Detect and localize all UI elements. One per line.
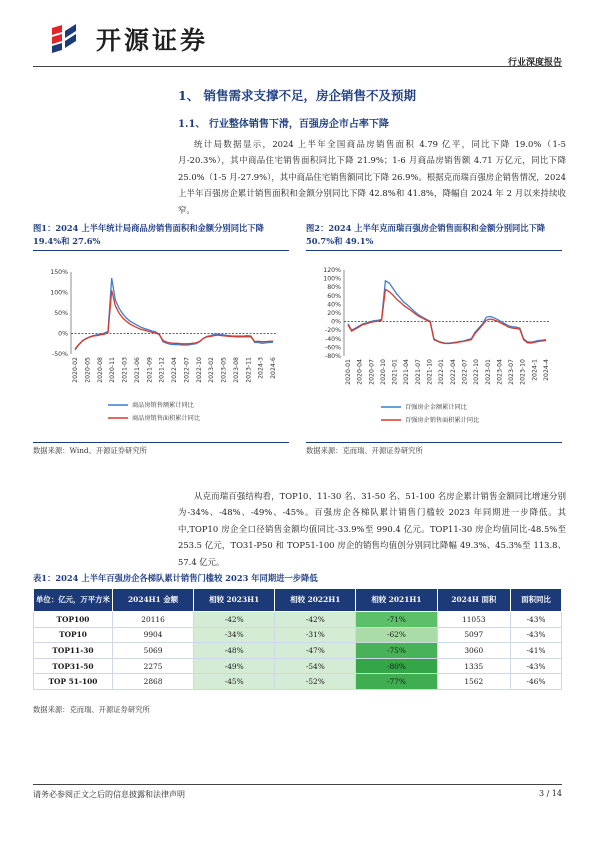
table-row (34, 643, 562, 659)
figure-1-title: 图1：2024 上半年统计局商品房销售面积和金额分别同比下降 19.4%和 27.6% (33, 223, 264, 246)
table-cell: -54% (275, 658, 356, 674)
table-header-3: 相较 2022H1 (275, 589, 356, 612)
figure-2-bottom-rule (306, 442, 562, 443)
x-tick-label: 2021-01 (391, 359, 399, 385)
y-tick-label: 100% (50, 289, 68, 297)
series-line-0 (75, 278, 273, 350)
table-cell: -77% (356, 674, 437, 690)
x-tick-label: 2021-03 (121, 357, 129, 383)
table-row (34, 674, 562, 690)
x-tick-label: 2024-3 (257, 357, 265, 379)
x-tick-label: 2022-10 (473, 359, 481, 385)
x-tick-label: 2021-06 (133, 357, 141, 383)
x-tick-label: 2022-01 (438, 359, 446, 385)
paragraph-text: 从克而瑞百强结构看，TOP10、11-30 名、31-50 名、51-100 名房企累计销售金额同比增速分别为-34%、-48%、-49%、-45%。百强房企各梯队累计销售门槛较 2023 年同期进一步降低。其中,TOP10 房企全口径销售金额均值同比-33.9%至 990.4 亿元。TOP11-30 房企均值同比-48.5%至 253.5 亿元，TO31-P50 和 TOP51-100 房企的销售均值创分别同比降幅 49.3%、45.3%至 113.8、57.4 亿元。 (178, 491, 566, 567)
x-tick-label: 2024-4 (543, 359, 550, 381)
chart-1 (33, 262, 289, 440)
x-tick-label: 2024-1 (531, 359, 539, 381)
table-cell: TOP31-50 (34, 658, 113, 674)
table-cell: 20116 (113, 612, 194, 628)
table-cell: 9904 (113, 627, 194, 643)
y-tick-label: -20% (325, 327, 341, 335)
y-tick-label: 60% (327, 292, 341, 300)
table-header-4: 相较 2021H1 (356, 589, 437, 612)
footer-divider (33, 784, 562, 785)
chart-2 (306, 262, 562, 440)
table-header-5: 2024H 面积 (437, 589, 511, 612)
section-heading: 1、 销售需求支撑不足，房企销售不及预期 (178, 88, 417, 103)
series-line-1 (75, 290, 273, 349)
figure-2-title: 图2：2024 上半年克而瑞百强房企销售面积和金额分别同比下降 50.7%和 49.1% (306, 223, 546, 246)
table-cell: -48% (194, 643, 275, 659)
x-tick-label: 2020-05 (84, 357, 92, 383)
legend-label: 商品房销售面积累计同比 (132, 415, 201, 422)
x-tick-label: 2020-07 (368, 359, 376, 385)
y-tick-label: 20% (327, 310, 341, 317)
x-tick-label: 2023-11 (245, 357, 253, 383)
x-tick-label: 2021-12 (158, 357, 166, 383)
table-cell: TOP11-30 (34, 643, 113, 659)
figure-2-rule (306, 250, 562, 251)
table-cell: -71% (356, 612, 437, 628)
x-tick-label: 2023-02 (208, 357, 216, 383)
table-cell: -43% (511, 612, 562, 628)
table-cell: -43% (511, 658, 562, 674)
table-header-1: 2024H1 金额 (113, 589, 194, 612)
y-tick-label: 0% (331, 318, 341, 326)
x-tick-label: 2020-11 (109, 357, 117, 383)
table-cell: -80% (356, 658, 437, 674)
x-tick-label: 2022-07 (183, 357, 191, 383)
y-tick-label: 120% (323, 267, 341, 274)
legend-label: 百强房企金额累计同比 (405, 404, 467, 411)
x-tick-label: 2023-07 (508, 359, 516, 385)
body-paragraph-1 (178, 136, 566, 218)
table-cell: -47% (275, 643, 356, 659)
x-tick-label: 2020-04 (356, 359, 364, 385)
table-1-caption (33, 572, 562, 585)
table-cell: -34% (194, 627, 275, 643)
x-tick-label: 2021-10 (426, 359, 434, 385)
table-1-source: 数据来源：克而瑞、开源证券研究所 (33, 705, 150, 714)
logo-mark-icon (48, 22, 88, 56)
table-cell: TOP100 (34, 612, 113, 628)
table-cell: -43% (511, 627, 562, 643)
body-paragraph-2 (178, 488, 566, 570)
y-tick-label: 150% (50, 269, 68, 276)
table-cell: 2275 (113, 658, 194, 674)
legend-label: 百强房企销售面积累计同比 (405, 417, 480, 424)
figure-1-source: 数据来源：Wind、开源证券研究所 (33, 446, 147, 455)
page-number: 3 / 14 (538, 789, 562, 798)
header-divider (33, 66, 562, 67)
table-cell: TOP10 (34, 627, 113, 643)
y-tick-label: -60% (325, 344, 341, 352)
table-cell: -49% (194, 658, 275, 674)
legend-label: 商品房销售额累计同比 (132, 402, 194, 409)
data-table (33, 588, 562, 690)
x-tick-label: 2023-01 (484, 359, 492, 385)
table-cell: -52% (275, 674, 356, 690)
figure-1 (33, 222, 289, 251)
figure-1-rule (33, 250, 289, 251)
table-cell: 11053 (437, 612, 511, 628)
y-tick-label: -80% (325, 353, 341, 360)
footer-disclaimer: 请务必参阅正文之后的信息披露和法律声明 (33, 790, 185, 799)
table-row (34, 612, 562, 628)
y-tick-label: 80% (327, 284, 341, 292)
y-tick-label: 100% (323, 275, 341, 283)
figure-1-bottom-rule (33, 442, 289, 443)
table-row (34, 658, 562, 674)
table-cell: 5097 (437, 627, 511, 643)
table-cell: -31% (275, 627, 356, 643)
table-cell: 1562 (437, 674, 511, 690)
y-tick-label: 0% (58, 330, 68, 338)
y-tick-label: 40% (327, 301, 341, 309)
series-line-1 (348, 289, 546, 343)
y-tick-label: -40% (325, 335, 341, 343)
table-header-6: 面积同比 (511, 589, 562, 612)
x-tick-label: 2021-07 (414, 359, 422, 385)
table-row (34, 627, 562, 643)
y-tick-label: 50% (54, 310, 68, 317)
table-header-0: 单位：亿元，万平方米 (34, 589, 113, 612)
x-tick-label: 2021-09 (146, 357, 154, 383)
x-tick-label: 2020-02 (72, 357, 79, 383)
report-type: 行业深度报告 (507, 58, 562, 68)
table-cell: -42% (194, 612, 275, 628)
x-tick-label: 2023-10 (519, 359, 527, 385)
table-cell: TOP 51-100 (34, 674, 113, 690)
x-tick-label: 2020-01 (345, 359, 352, 385)
x-tick-label: 2023-05 (220, 357, 228, 383)
paragraph-text: 统计局数据显示，2024 上半年全国商品房销售面积 4.79 亿平，同比下降 19.0%（1-5 月-20.3%），其中商品住宅销售面积同比下降 21.9%；1-6 月商品房销售额 4.71 万亿元，同比下降 25.0%（1-5 月-27.9%），其中商品住宅销售额同比下降 26.9%。根据克而瑞百强房企销售情况，2024 上半年百强房企累计销售面积和金额分别同比下降 42.8%和 41.8%，降幅自 2024 年 2 月以来持续收窄。 (178, 139, 566, 215)
series-line-0 (348, 281, 546, 343)
x-tick-label: 2022-10 (195, 357, 203, 383)
x-tick-label: 2022-04 (449, 359, 457, 385)
x-tick-label: 2020-10 (379, 359, 387, 385)
table-cell: -62% (356, 627, 437, 643)
table-header-row (34, 589, 562, 612)
figure-2-source: 数据来源：克而瑞、开源证券研究所 (306, 446, 423, 455)
table-cell: -45% (194, 674, 275, 690)
table-cell: 3060 (437, 643, 511, 659)
table-cell: 5069 (113, 643, 194, 659)
table-cell: 2868 (113, 674, 194, 690)
figure-2 (306, 222, 562, 251)
table-cell: 1335 (437, 658, 511, 674)
table-cell: -75% (356, 643, 437, 659)
table-cell: -42% (275, 612, 356, 628)
table-1-title: 表1：2024 上半年百强房企各梯队累计销售门槛较 2023 年同期进一步降低 (33, 573, 318, 583)
x-tick-label: 2023-04 (496, 359, 504, 385)
x-tick-label: 2023-08 (232, 357, 240, 383)
x-tick-label: 2020-08 (96, 357, 104, 383)
table-cell: -46% (511, 674, 562, 690)
brand-name: 开源证券 (96, 26, 209, 55)
x-tick-label: 2022-07 (461, 359, 469, 385)
subsection-heading: 1.1、 行业整体销售下滑，百强房企市占率下降 (178, 119, 389, 130)
y-tick-label: -50% (52, 351, 68, 358)
x-tick-label: 2021-04 (403, 359, 411, 385)
table-cell: -41% (511, 643, 562, 659)
table-header-2: 相较 2023H1 (194, 589, 275, 612)
x-tick-label: 2022-04 (171, 357, 178, 383)
x-tick-label: 2024-6 (270, 357, 277, 379)
